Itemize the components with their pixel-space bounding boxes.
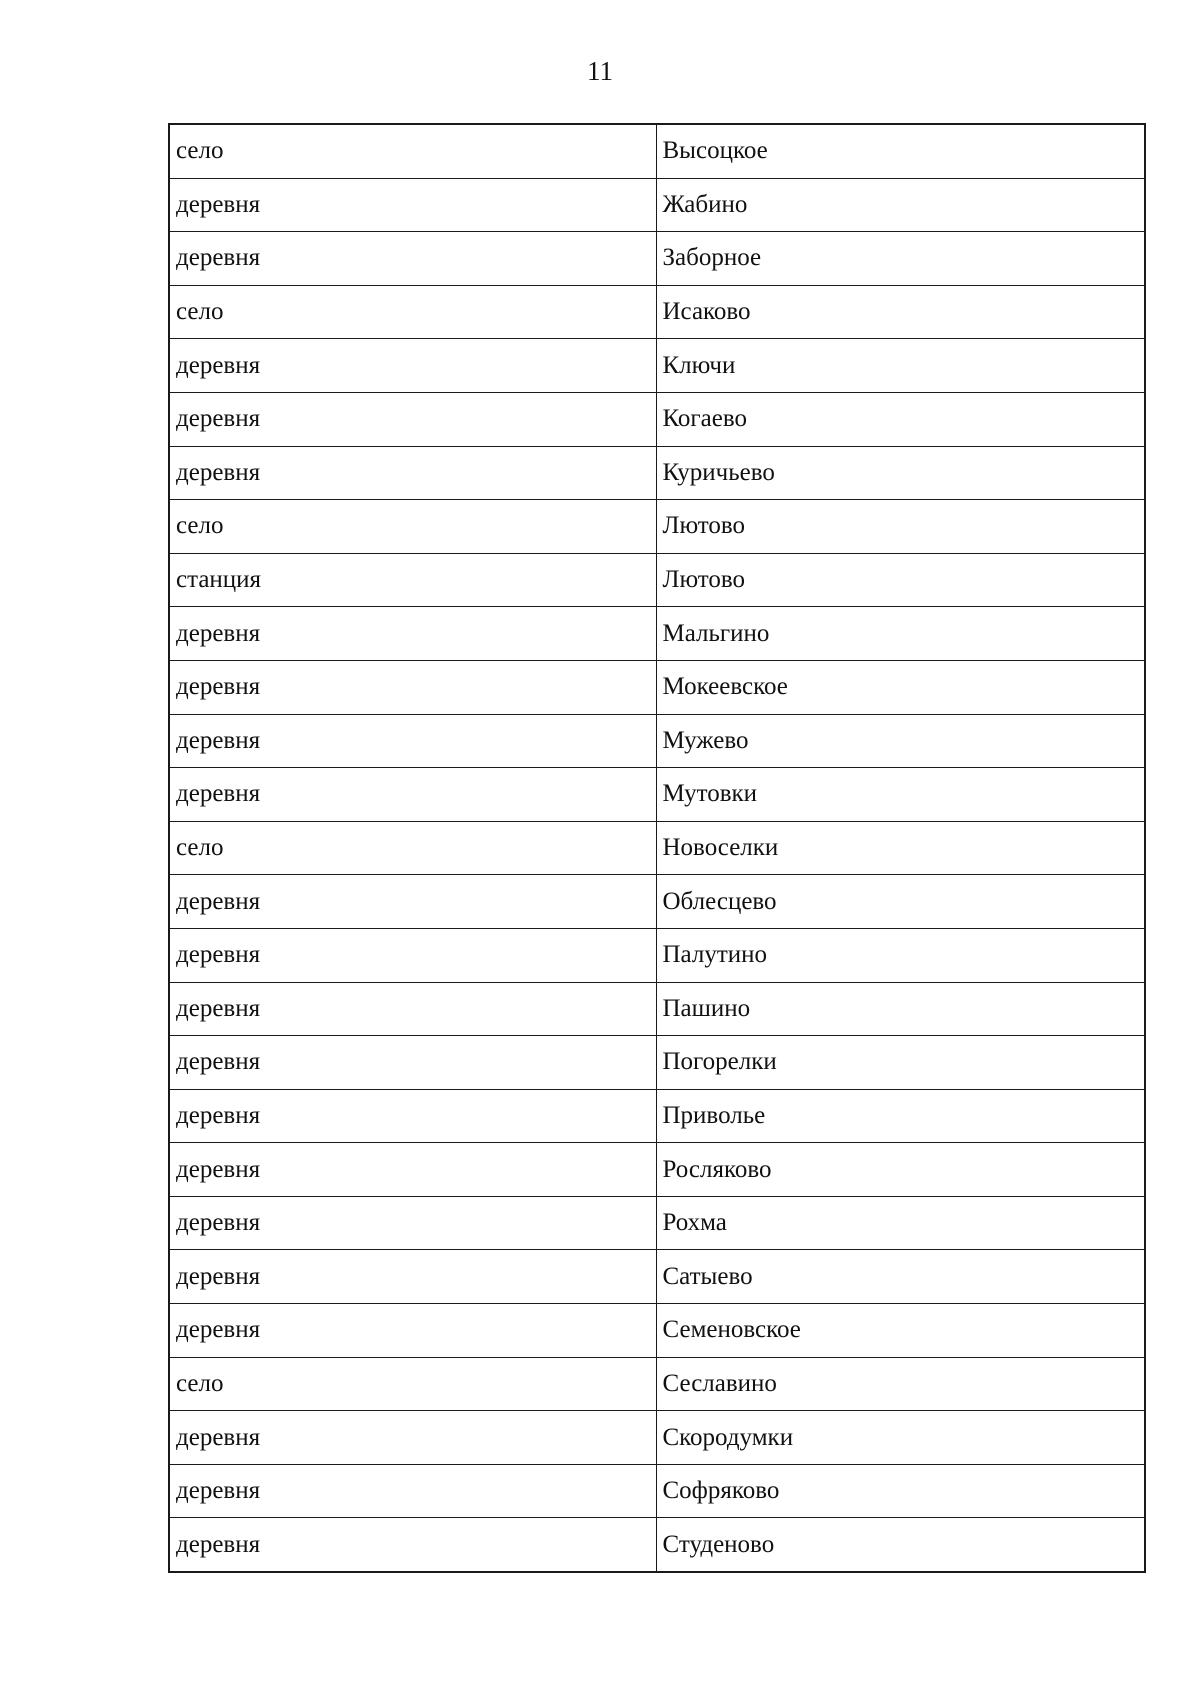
settlement-type-cell: деревня: [169, 178, 656, 232]
settlement-name-cell: Мужево: [656, 714, 1145, 768]
table-row: [169, 768, 1145, 822]
table-row: [169, 124, 1145, 178]
settlement-type-cell: деревня: [169, 232, 656, 286]
table-row: [169, 446, 1145, 500]
table-row: [169, 178, 1145, 232]
table-row: [169, 1411, 1145, 1465]
settlement-name-cell: Росляково: [656, 1143, 1145, 1197]
settlement-type-cell: деревня: [169, 1250, 656, 1304]
table-row: [169, 285, 1145, 339]
table-row: [169, 392, 1145, 446]
settlement-type-cell: деревня: [169, 1464, 656, 1518]
settlement-name-cell: Мальгино: [656, 607, 1145, 661]
settlement-name-cell: Мутовки: [656, 768, 1145, 822]
settlement-type-cell: деревня: [169, 928, 656, 982]
table-row: [169, 821, 1145, 875]
settlement-name-cell: Мокеевское: [656, 660, 1145, 714]
settlement-type-cell: деревня: [169, 1143, 656, 1197]
settlement-name-cell: Заборное: [656, 232, 1145, 286]
table-row: [169, 1143, 1145, 1197]
settlement-name-cell: Приволье: [656, 1089, 1145, 1143]
settlement-name-cell: Сатыево: [656, 1250, 1145, 1304]
settlement-name-cell: Семеновское: [656, 1304, 1145, 1358]
settlement-name-cell: Жабино: [656, 178, 1145, 232]
table-row: [169, 1036, 1145, 1090]
table-row: [169, 1089, 1145, 1143]
table-row: [169, 1196, 1145, 1250]
table-row: [169, 1304, 1145, 1358]
table-row: [169, 607, 1145, 661]
settlement-name-cell: Новоселки: [656, 821, 1145, 875]
settlement-type-cell: деревня: [169, 982, 656, 1036]
settlement-type-cell: деревня: [169, 1036, 656, 1090]
settlement-name-cell: Скородумки: [656, 1411, 1145, 1465]
settlement-type-cell: станция: [169, 553, 656, 607]
table-row: [169, 553, 1145, 607]
settlement-name-cell: Облесцево: [656, 875, 1145, 929]
table-row: [169, 1250, 1145, 1304]
settlement-name-cell: Лютово: [656, 553, 1145, 607]
table-row: [169, 339, 1145, 393]
settlement-name-cell: Погорелки: [656, 1036, 1145, 1090]
settlement-type-cell: деревня: [169, 339, 656, 393]
settlement-type-cell: деревня: [169, 607, 656, 661]
settlement-type-cell: деревня: [169, 1304, 656, 1358]
table-row: [169, 232, 1145, 286]
settlements-table: [168, 123, 1146, 1573]
settlement-name-cell: Студеново: [656, 1518, 1145, 1572]
settlement-type-cell: деревня: [169, 392, 656, 446]
settlement-type-cell: село: [169, 124, 656, 178]
settlement-name-cell: Исаково: [656, 285, 1145, 339]
page-number: 11: [587, 56, 613, 86]
settlement-type-cell: деревня: [169, 1518, 656, 1572]
settlement-name-cell: Высоцкое: [656, 124, 1145, 178]
table-row: [169, 1464, 1145, 1518]
settlement-type-cell: село: [169, 1357, 656, 1411]
settlement-type-cell: деревня: [169, 768, 656, 822]
settlement-type-cell: деревня: [169, 660, 656, 714]
settlement-type-cell: деревня: [169, 1089, 656, 1143]
settlement-name-cell: Лютово: [656, 500, 1145, 554]
settlement-type-cell: деревня: [169, 1411, 656, 1465]
settlement-name-cell: Сеславино: [656, 1357, 1145, 1411]
settlement-type-cell: село: [169, 285, 656, 339]
settlement-name-cell: Куричьево: [656, 446, 1145, 500]
table-row: [169, 1518, 1145, 1572]
table-row: [169, 714, 1145, 768]
table-row: [169, 928, 1145, 982]
settlement-type-cell: деревня: [169, 714, 656, 768]
settlement-name-cell: Когаево: [656, 392, 1145, 446]
settlement-name-cell: Палутино: [656, 928, 1145, 982]
settlement-type-cell: деревня: [169, 1196, 656, 1250]
settlement-type-cell: деревня: [169, 446, 656, 500]
settlement-type-cell: село: [169, 500, 656, 554]
settlement-type-cell: деревня: [169, 875, 656, 929]
settlement-name-cell: Софряково: [656, 1464, 1145, 1518]
settlement-name-cell: Ключи: [656, 339, 1145, 393]
settlement-type-cell: село: [169, 821, 656, 875]
table-row: [169, 875, 1145, 929]
table-row: [169, 1357, 1145, 1411]
table-row: [169, 660, 1145, 714]
settlement-name-cell: Пашино: [656, 982, 1145, 1036]
table-row: [169, 500, 1145, 554]
settlement-name-cell: Рохма: [656, 1196, 1145, 1250]
table-row: [169, 982, 1145, 1036]
table-body: [169, 124, 1145, 1572]
